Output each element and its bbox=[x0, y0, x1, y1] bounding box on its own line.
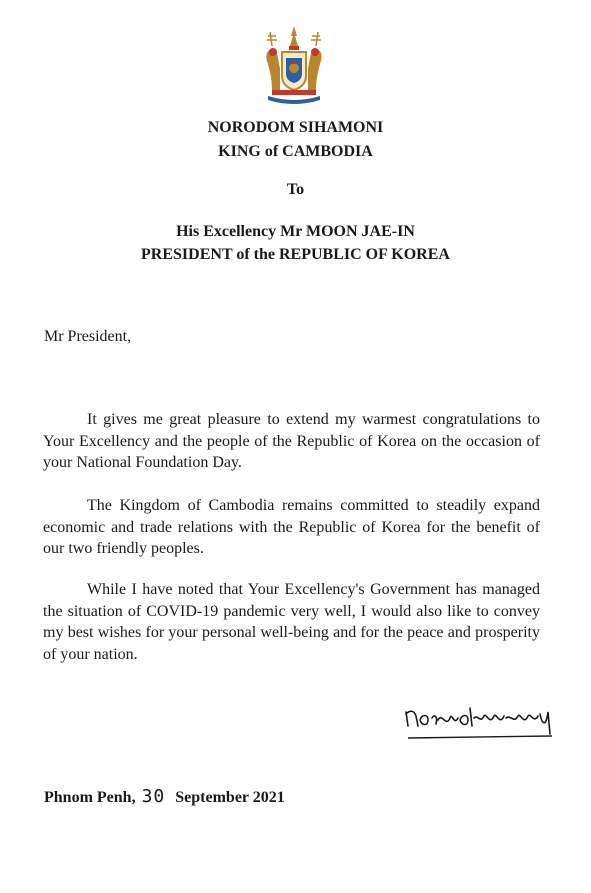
paragraph: The Kingdom of Cambodia remains committed to steadily expand economic and trade relations with the Republic of Korea for the benefit of our two friendly peoples. bbox=[43, 497, 540, 557]
date-month-year: September 2021 bbox=[175, 789, 285, 806]
recipient-name: His Excellency Mr MOON JAE-IN bbox=[176, 223, 415, 240]
date-day: 30 bbox=[141, 786, 166, 807]
salutation: Mr President, bbox=[44, 328, 132, 345]
paragraph: While I have noted that Your Excellency's Government has managed the situation of COVID-19 pandemic very well, I would also like to convey my best wishes for your personal well-being and for the peace and prosperity of your nation. bbox=[43, 581, 540, 663]
to-label: To bbox=[286, 181, 305, 198]
signature bbox=[400, 698, 560, 742]
sender-name: NORODOM SIHAMONI bbox=[207, 119, 384, 136]
date-place: Phnom Penh, bbox=[44, 789, 136, 806]
sender-title: KING of CAMBODIA bbox=[218, 143, 373, 160]
royal-arms-of-cambodia-icon bbox=[258, 24, 330, 108]
recipient-title: PRESIDENT of the REPUBLIC OF KOREA bbox=[141, 246, 450, 263]
date-line bbox=[44, 787, 285, 808]
paragraph: It gives me great pleasure to extend my warmest congratulations to Your Excellency and the people of the Republic of Korea on the occasion of your National Foundation Day. bbox=[43, 411, 540, 471]
